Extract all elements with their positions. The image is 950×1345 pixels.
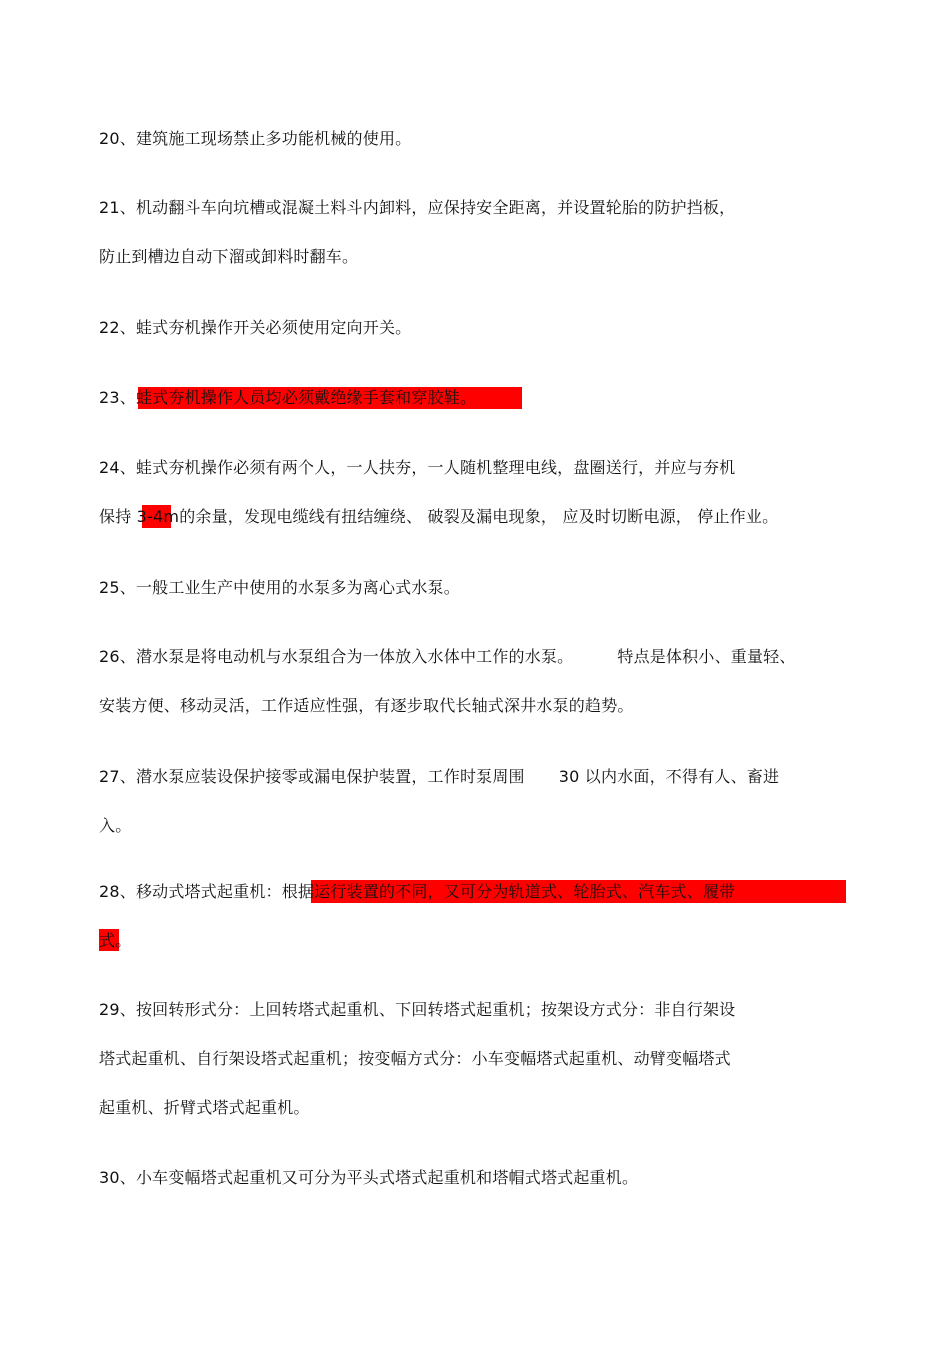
item-30-line-1: 30、小车变幅塔式起重机又可分为平头式塔式起重机和塔帽式塔式起重机。 (99, 1168, 639, 1187)
item-22-line-1: 22、蛙式夯机操作开关必须使用定向开关。 (99, 318, 412, 337)
item-28-line-2: 式。 (99, 931, 132, 950)
item-21-line-2: 防止到槽边自动下溜或卸料时翻车。 (99, 247, 359, 266)
item-27-line-1-part-1: 27、潜水泵应装设保护接零或漏电保护装置，工作时泵周围 (99, 767, 525, 786)
item-26-line-1-part-2: 特点是体积小、重量轻、 (617, 647, 796, 666)
item-24-line-1: 24、蛙式夯机操作必须有两个人，一人扶夯，一人随机整理电线，盘圈送行，并应与夯机 (99, 458, 736, 477)
item-27-line-1 (99, 765, 779, 789)
item-23-line-1: 23、蛙式夯机操作人员均必须戴绝缘手套和穿胶鞋。 (99, 388, 477, 407)
item-26-line-1 (99, 645, 796, 669)
item-20-line-1: 20、建筑施工现场禁止多功能机械的使用。 (99, 129, 412, 148)
item-26-line-1-part-1: 26、潜水泵是将电动机与水泵组合为一体放入水体中工作的水泵。 (99, 647, 574, 666)
item-27-line-1-part-2: 30 以内水面，不得有人、畜进 (558, 767, 780, 786)
item-28-line-1: 28、移动式塔式起重机：根据运行装置的不同，又可分为轨道式、轮胎式、汽车式、履带 (99, 882, 736, 901)
item-29-line-1: 29、按回转形式分：上回转塔式起重机、下回转塔式起重机；按架设方式分：非自行架设 (99, 1000, 736, 1019)
item-25-line-1: 25、一般工业生产中使用的水泵多为离心式水泵。 (99, 578, 460, 597)
item-29-line-3: 起重机、折臂式塔式起重机。 (99, 1098, 310, 1117)
item-27-line-2: 入。 (99, 816, 132, 835)
item-29-line-2: 塔式起重机、自行架设塔式起重机；按变幅方式分：小车变幅塔式起重机、动臂变幅塔式 (99, 1049, 731, 1068)
item-26-line-2: 安装方便、移动灵活，工作适应性强，有逐步取代长轴式深井水泵的趋势。 (99, 696, 634, 715)
item-21-line-1: 21、机动翻斗车向坑槽或混凝土料斗内卸料，应保持安全距离，并设置轮胎的防护挡板， (99, 198, 736, 217)
item-24-line-2: 保持 3-4m的余量，发现电缆线有扭结缠绕、 破裂及漏电现象， 应及时切断电源， 停止作业。 (99, 507, 779, 526)
